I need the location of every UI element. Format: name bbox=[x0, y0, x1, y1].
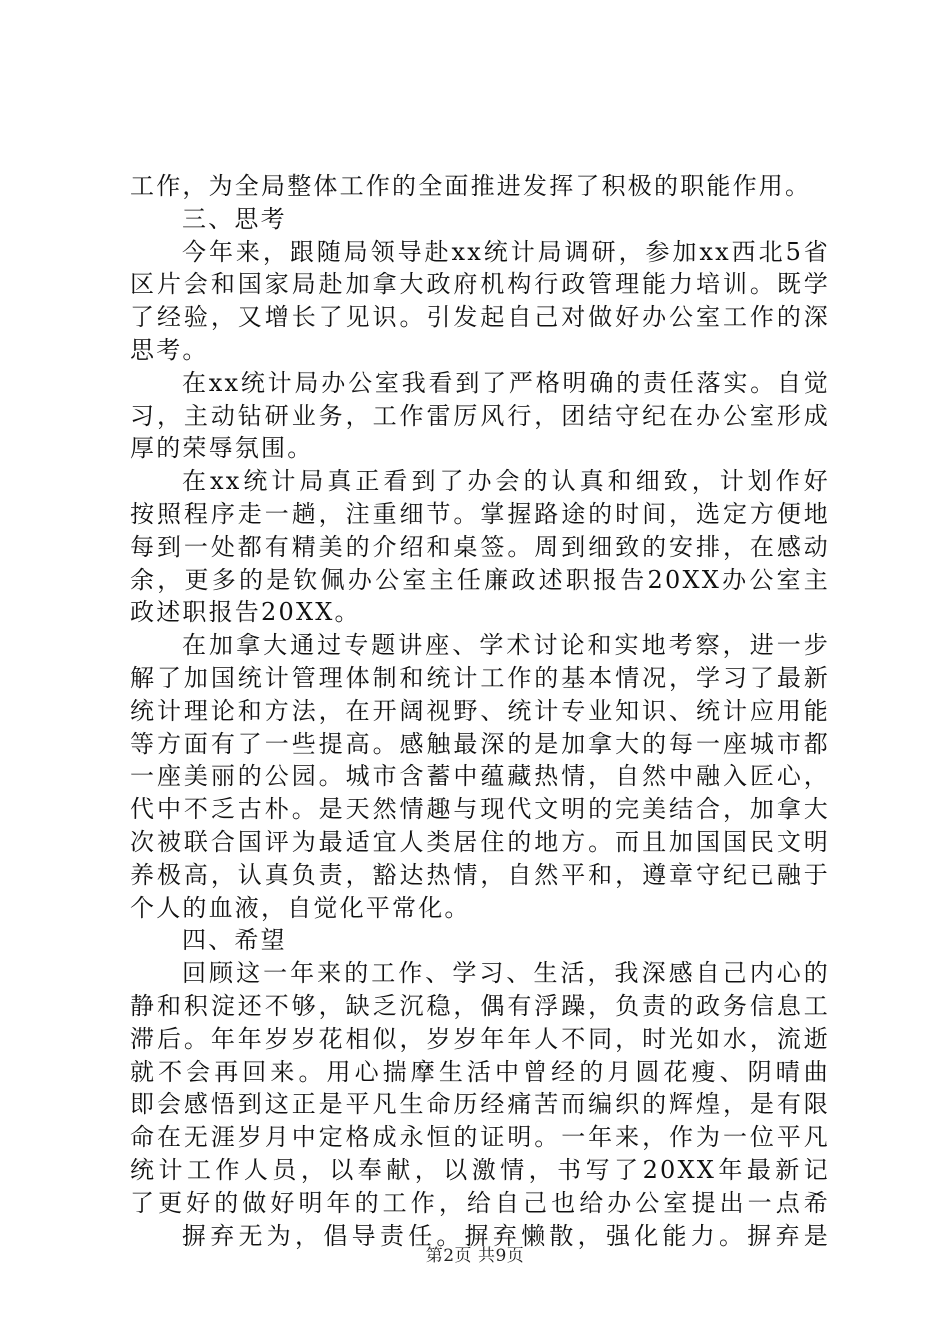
text-line: 在xx统计局真正看到了办会的认真和细致，计划作好 bbox=[182, 467, 830, 496]
page-footer: 第2页 共9页 bbox=[425, 1246, 525, 1266]
text-line: 厚的荣辱氛围。 bbox=[130, 434, 314, 463]
text-line: 区片会和国家局赴加拿大政府机构行政管理能力培训。既学 bbox=[130, 270, 830, 299]
text-line: 等方面有了一些提高。感触最深的是加拿大的每一座城市都 bbox=[130, 729, 830, 758]
text-line: 即会感悟到这正是平凡生命历经痛苦而编织的辉煌，是有限 bbox=[130, 1090, 830, 1119]
text-line: 命在无涯岁月中定格成永恒的证明。一年来，作为一位平凡 bbox=[130, 1123, 830, 1152]
text-line: 静和积淀还不够，缺乏沉稳，偶有浮躁，负责的政务信息工 bbox=[130, 991, 830, 1020]
text-line: 工作，为全局整体工作的全面推进发挥了积极的职能作用。 bbox=[130, 172, 812, 200]
text-line: 次被联合国评为最适宜人类居住的地方。而且加国国民文明 bbox=[130, 827, 830, 856]
text-line: 代中不乏古朴。是天然情趣与现代文明的完美结合，加拿大 bbox=[130, 795, 830, 824]
text-line: 了经验，又增长了见识。引发起自己对做好办公室工作的深 bbox=[130, 303, 830, 332]
text-line: 习，主动钻研业务，工作雷厉风行，团结守纪在办公室形成 bbox=[130, 401, 830, 430]
text-line: 余，更多的是钦佩办公室主任廉政述职报告20XX办公室主 bbox=[130, 565, 830, 594]
text-line: 养极高，认真负责，豁达热情，自然平和，遵章守纪已融于 bbox=[130, 860, 830, 889]
text-line: 三、思考 bbox=[182, 204, 287, 233]
text-line: 今年来，跟随局领导赴xx统计局调研，参加xx西北5省 bbox=[182, 237, 830, 266]
document-body bbox=[130, 170, 830, 1252]
text-line: 四、希望 bbox=[182, 926, 287, 955]
text-line: 在xx统计局办公室我看到了严格明确的责任落实。自觉 bbox=[182, 368, 830, 397]
text-line: 统计理论和方法，在开阔视野、统计专业知识、统计应用能 bbox=[130, 696, 830, 725]
text-line: 每到一处都有精美的介绍和桌签。周到细致的安排，在感动 bbox=[130, 532, 830, 561]
text-line: 个人的血液，自觉化平常化。 bbox=[130, 893, 471, 922]
text-line: 一座美丽的公园。城市含蓄中蕴藏热情，自然中融入匠心， bbox=[130, 762, 830, 791]
text-line: 统计工作人员，以奉献，以激情，书写了20XX年最新记 bbox=[130, 1155, 830, 1184]
text-line: 在加拿大通过专题讲座、学术讨论和实地考察，进一步 bbox=[182, 631, 830, 660]
text-line: 按照程序走一趟，注重细节。掌握路途的时间，选定方便地 bbox=[130, 499, 830, 528]
text-line: 了更好的做好明年的工作，给自己也给办公室提出一点希 bbox=[130, 1188, 830, 1217]
text-line: 就不会再回来。用心揣摩生活中曾经的月圆花瘦、阴晴曲 bbox=[130, 1057, 830, 1086]
text-line: 回顾这一年来的工作、学习、生活，我深感自己内心的 bbox=[182, 959, 830, 988]
text-line: 政述职报告20XX。 bbox=[130, 598, 361, 627]
text-line: 滞后。年年岁岁花相似，岁岁年年人不同，时光如水，流逝 bbox=[130, 1024, 830, 1053]
text-line: 思考。 bbox=[130, 335, 209, 364]
text-line: 摒弃无为，倡导责任。摒弃懒散，强化能力。摒弃是 bbox=[182, 1221, 830, 1250]
text-line: 解了加国统计管理体制和统计工作的基本情况，学习了最新 bbox=[130, 663, 830, 692]
